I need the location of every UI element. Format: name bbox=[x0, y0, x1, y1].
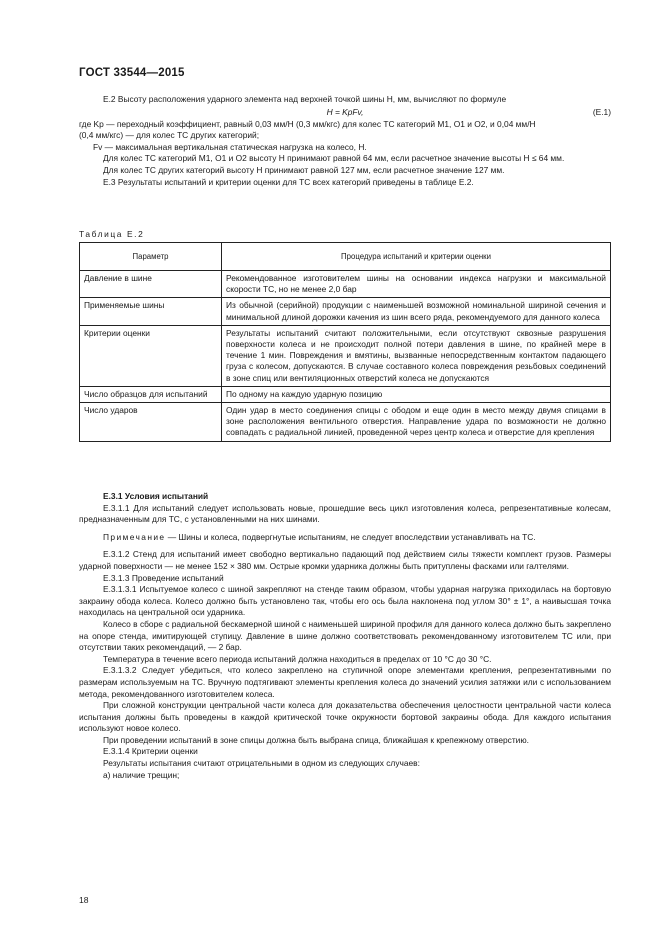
list-item-a: а) наличие трещин; bbox=[103, 769, 180, 780]
table-cell-parameter: Давление в шине bbox=[80, 271, 222, 298]
paragraph-e3131: Е.3.1.3.1 Испытуемое колесо с шиной закрепляют на стенде таким образом, чтобы ударная нагрузка приходилась на бортовую закраину обода колеса. Колесо должно быть установлено так, чтобы его ось была наклонена под углом 30° ± 1°, а наивысшая точка находилась на центральной оси ударника. bbox=[79, 584, 611, 618]
note-label: Примечание bbox=[103, 531, 166, 542]
table-cell-parameter: Критерии оценки bbox=[80, 325, 222, 386]
paragraph-complex-construction: При сложной конструкции центральной части колеса для доказательства обеспечения целостности центральной части колеса испытания должны быть проведены в каждой критической точке окружности бортовой закраины обода. Для каждого испытания используют новое колесо. bbox=[79, 700, 611, 734]
e2-paragraph: Е.2 Высоту расположения ударного элемента над верхней точкой шины H, мм, вычисляют по формуле bbox=[103, 94, 507, 104]
table-cell-parameter: Применяемые шины bbox=[80, 298, 222, 325]
formula-text: H = KpFv, bbox=[326, 106, 364, 117]
table-cell-procedure: Рекомендованное изготовителем шины на основании индекса нагрузки и максимальной скорости ТС, но не менее 2,0 бар bbox=[222, 271, 611, 298]
paragraph-temperature: Температура в течение всего периода испытаний должна находиться в пределах от 10 °С до 30 °С. bbox=[103, 653, 492, 664]
table-row bbox=[80, 298, 611, 325]
section-e313-title: Е.3.1.3 Проведение испытаний bbox=[103, 572, 224, 583]
where-kp bbox=[79, 119, 611, 131]
paragraph-e3132: Е.3.1.3.2 Следует убедиться, что колесо закреплено на ступичной опоре элементами крепления, репрезентативными по размерам используемым на ТС. Вручную подтягивают элементы крепления колеса до значений усилия затяжки или с использованием метода, рекомендованного изготовителем колеса. bbox=[79, 665, 611, 699]
where-kp-continuation: (0,4 мм/кгс) — для колес ТС других категорий; bbox=[79, 130, 260, 141]
paragraph-results: Результаты испытания считают отрицательными в одном из следующих случаев: bbox=[103, 758, 420, 769]
table-cell-procedure: Из обычной (серийной) продукции с наименьшей возможной номинальной шириной сечения и минимальной длиной дорожки качения из шин всего ряда, рекомендуемого для данного колеса bbox=[222, 298, 611, 325]
where-fv bbox=[79, 142, 611, 154]
table-row bbox=[80, 271, 611, 298]
where-fv-label: Fv — bbox=[93, 141, 114, 152]
table-header-procedure: Процедура испытаний и критерии оценки bbox=[222, 243, 611, 271]
formula-number: (Е.1) bbox=[592, 106, 611, 117]
page-number: 18 bbox=[79, 895, 89, 905]
formula-e1 bbox=[79, 107, 611, 119]
paragraph-e312: Е.3.1.2 Стенд для испытаний имеет свободно вертикально падающий под действием силы тяжести комплект грузов. Размеры ударной поверхности — не менее 152 × 380 мм. Острые кромки ударника должны быть притуплены фасками или галтелями. bbox=[79, 549, 611, 571]
section-e31-title: Е.3.1 Условия испытаний bbox=[103, 491, 209, 501]
top-section bbox=[79, 94, 611, 188]
paragraph-spoke: При проведении испытаний в зоне спицы должна быть выбрана спица, ближайшая к крепежному отверстию. bbox=[103, 734, 529, 745]
document-header: ГОСТ 33544—2015 bbox=[79, 67, 185, 79]
table-cell-parameter: Число образцов для испытаний bbox=[80, 386, 222, 402]
paragraph-other-categories: Для колес ТС других категорий высоту H принимают равной 127 мм, если расчетное значение 127 мм. bbox=[103, 164, 505, 175]
paragraph-assembly: Колесо в сборе с радиальной бескамерной шиной с наименьшей шириной профиля для данного колеса должно быть закреплено на опоре стенда, имитирующей ступицу. Давление в шине должно соответствовать рекомендованному изготовителем ТС или, при отсутствии таких рекомендаций, — 2 бар. bbox=[79, 618, 611, 653]
table-header-parameter: Параметр bbox=[80, 243, 222, 271]
section-e314-title: Е.3.1.4 Критерии оценки bbox=[103, 746, 198, 757]
paragraph-m1: Для колес ТС категорий М1, О1 и О2 высоту H принимают равной 64 мм, если расчетное значение высоты H ≤ 64 мм. bbox=[103, 153, 565, 164]
table-caption: Таблица Е.2 bbox=[79, 229, 145, 239]
where-fv-text: максимальная вертикальная статическая нагрузка на колесо, Н. bbox=[115, 141, 367, 152]
where-kp-label: где Kp — bbox=[79, 118, 115, 129]
table-e2 bbox=[79, 242, 611, 442]
table-cell-procedure: Результаты испытаний считают положительными, если отсутствуют сквозные разрушения поверхности колеса и не происходит полной потери давления в шине, по крайней мере в течение 1 мин. Повреждения и вмятины, вызванные непосредственным контактом падающего груза с колесом, допускаются. В случае составного колеса повреждения резьбовых соединений в зоне спиц или вентиляционных отверстий колеса не допускаются bbox=[222, 325, 611, 386]
note bbox=[79, 532, 611, 544]
table-cell-procedure: Один удар в место соединения спицы с ободом и еще один в место между двумя спицами в зоне расположения вентильного отверстия. Направление удара по возможности не должно совпадать с радиальной линией, проведенной через центр колеса и отверстие для крепления bbox=[222, 403, 611, 442]
where-kp-text: переходный коэффициент, равный 0,03 мм/Н (0,3 мм/кгс) для колес ТС категорий М1, О1 и О2, и 0,04 мм/Н bbox=[116, 118, 536, 129]
table-row bbox=[80, 386, 611, 402]
table-cell-parameter: Число ударов bbox=[80, 403, 222, 442]
table-row bbox=[80, 325, 611, 386]
e3-paragraph: Е.3 Результаты испытаний и критерии оценки для ТС всех категорий приведены в таблице Е.2. bbox=[103, 176, 474, 187]
paragraph-e311: Е.3.1.1 Для испытаний следует использовать новые, прошедшие весь цикл изготовления колеса, репрезентативные колесам, предназначенным для ТС, с установленными на них шинами. bbox=[79, 502, 611, 525]
bottom-section bbox=[79, 491, 611, 781]
note-text: — Шины и колеса, подвергнутые испытаниям, не следует впоследствии устанавливать на ТС. bbox=[165, 531, 536, 542]
table-cell-procedure: По одному на каждую ударную позицию bbox=[222, 386, 611, 402]
table-header-row bbox=[80, 243, 611, 271]
table-row bbox=[80, 403, 611, 442]
